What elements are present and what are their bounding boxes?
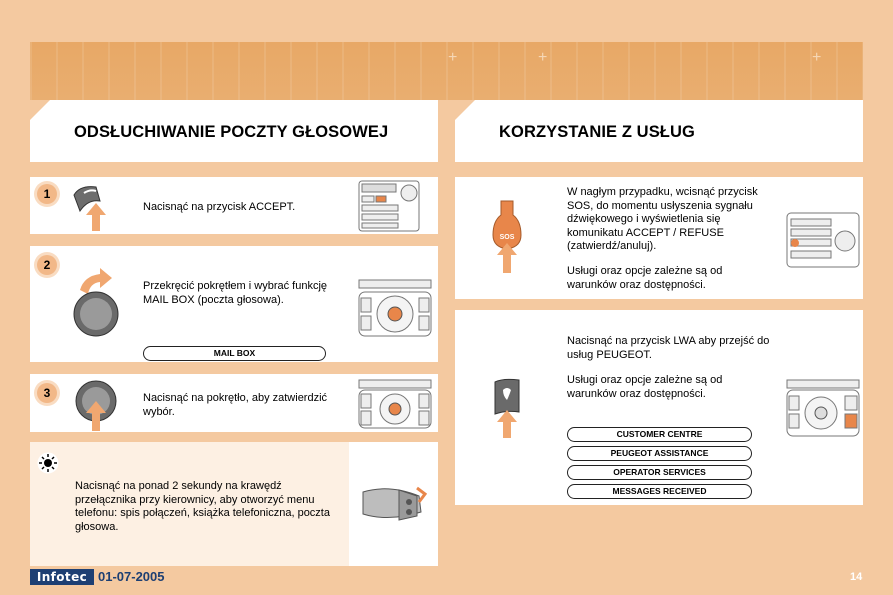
step-1-panel [30,177,438,234]
lwa-button-icon [493,378,523,438]
page-number: 14 [850,571,863,583]
header-corner [30,100,50,120]
lwa-text-1: Nacisnąć na przycisk LWA aby przejść do usług PEUGEOT. [567,335,770,361]
sos-button-icon [491,199,523,273]
left-section-title: ODSŁUCHIWANIE POCZTY GŁOSOWEJ [74,123,389,141]
step-number: 1 [37,184,57,204]
tip-text: Nacisnąć na ponad 2 sekundy na krawędź przełącznika przy kierownicy, aby otworzyć menu telefonu: spis połączeń, książka telefoniczna, poczta głosowa. [75,480,330,533]
steering-stalk-area [349,442,438,566]
rotate-knob-icon [70,266,126,338]
press-knob-icon [70,377,126,431]
menu-operator-services[interactable]: OPERATOR SERVICES [567,465,752,480]
mail-box-menu-item[interactable]: MAIL BOX [143,346,326,361]
lightbulb-tip-icon [37,452,59,474]
steering-stalk-icon [359,482,427,526]
step-3-text: Nacisnąć na pokrętło, aby zatwierdzić wybór. [143,392,328,418]
step-number: 2 [37,255,57,275]
header-corner [455,100,475,120]
accept-button-press-icon [70,181,114,233]
menu-peugeot-assistance[interactable]: PEUGEOT ASSISTANCE [567,446,752,461]
menu-messages-received[interactable]: MESSAGES RECEIVED [567,484,752,499]
step-2-panel [30,246,438,362]
radio-control-icon [357,378,437,430]
step-number: 3 [37,383,57,403]
sos-panel [455,177,863,299]
footer-date: 01-07-2005 [98,569,165,584]
step-1-text: Nacisnąć na przycisk ACCEPT. [143,201,296,213]
right-section-header [455,100,863,162]
radio-control-icon [357,278,437,338]
sos-text-1: W nagłym przypadku, wcisnąć przycisk SOS, do momentu usłyszenia sygnału dźwiękowego i wyświetlenia się komunikatu ACCEPT / REFUSE (zatwierdź/anuluj). [567,186,758,252]
lwa-text-2: Usługi oraz opcje zależne są od warunków oraz dostępności. [567,374,723,400]
sos-text-2: Usługi oraz opcje zależne są od warunków oraz dostępności. [567,265,723,291]
step-2-text: Przekręcić pokrętłem i wybrać funkcję MAIL BOX (poczta głosowa). [143,280,328,306]
radio-unit-icon [785,211,861,269]
radio-unit-icon [358,179,422,233]
lwa-panel [455,310,863,505]
step-3-panel [30,374,438,432]
menu-customer-centre[interactable]: CUSTOMER CENTRE [567,427,752,442]
top-banner [30,42,863,100]
decor-cross: + [538,49,548,66]
decor-cross: + [448,49,458,66]
left-section-header [30,100,438,162]
sos-button-label: SOS [499,234,515,241]
radio-control-icon [785,378,861,438]
right-section-title: KORZYSTANIE Z USŁUG [499,123,695,141]
infotec-logo: Infotec [30,569,94,585]
decor-cross: + [812,49,822,66]
